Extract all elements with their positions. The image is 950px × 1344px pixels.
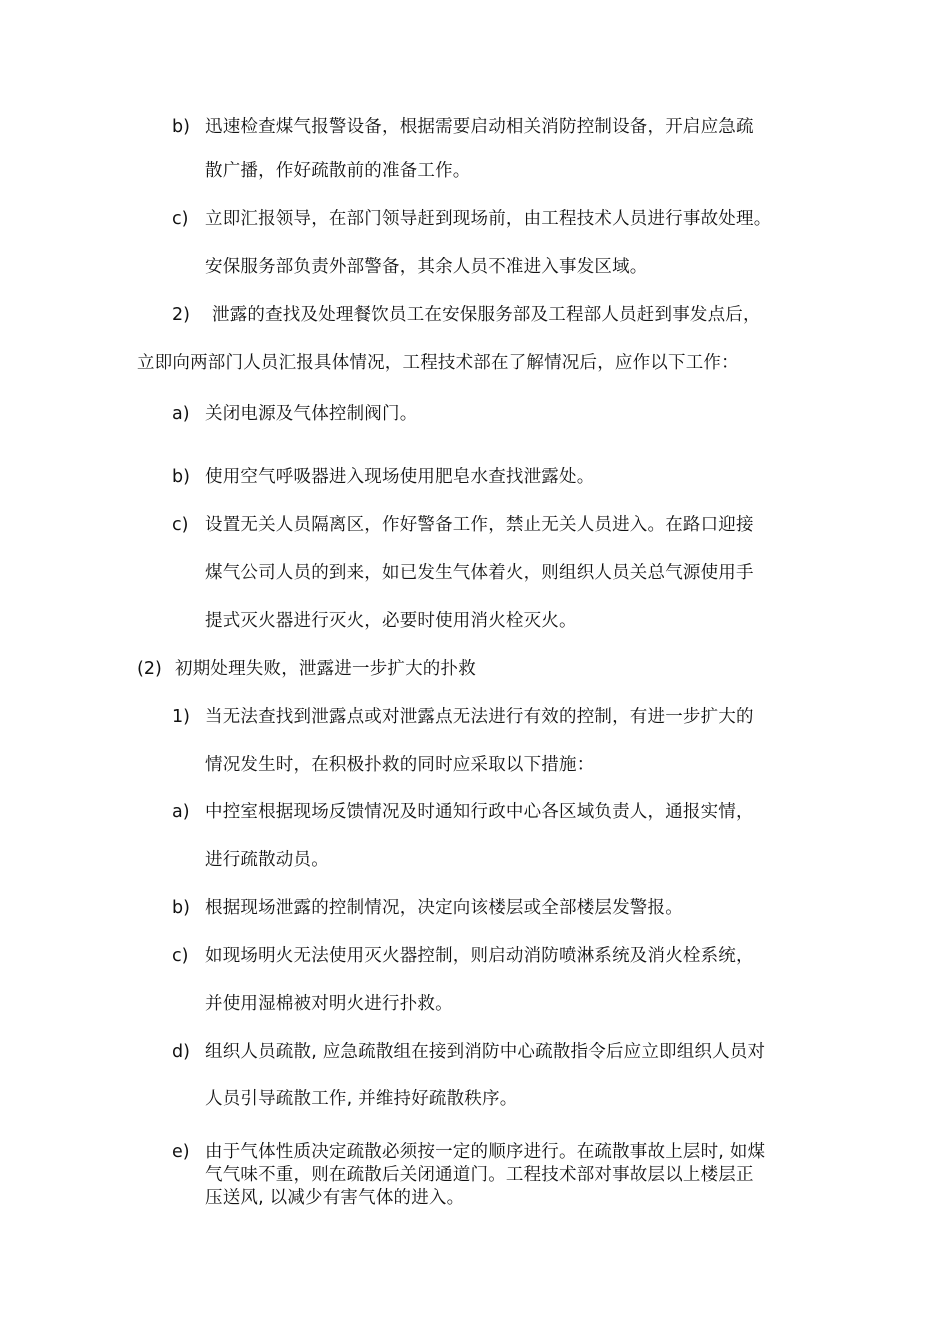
list-marker: b) bbox=[172, 117, 190, 137]
paragraph-line: 并使用湿棉被对明火进行扑救。 bbox=[205, 994, 453, 1014]
paragraph-line: 如现场明火无法使用灭火器控制，则启动消防喷淋系统及消火栓系统， bbox=[205, 946, 754, 966]
paragraph-line: 煤气公司人员的到来，如已发生气体着火，则组织人员关总气源使用手 bbox=[205, 563, 754, 583]
paragraph-line: 关闭电源及气体控制阀门。 bbox=[205, 404, 418, 424]
paragraph-line: 当无法查找到泄露点或对泄露点无法进行有效的控制，有进一步扩大的 bbox=[205, 707, 754, 727]
paragraph-line: 根据现场泄露的控制情况，决定向该楼层或全部楼层发警报。 bbox=[205, 898, 683, 918]
paragraph-line: 气气味不重，则在疏散后关闭通道门。工程技术部对事故层以上楼层正 bbox=[205, 1165, 754, 1185]
paragraph-line: 进行疏散动员。 bbox=[205, 850, 329, 870]
paragraph-line: 设置无关人员隔离区，作好警备工作，禁止无关人员进入。在路口迎接 bbox=[205, 515, 754, 535]
paragraph-line: 安保服务部负责外部警备，其余人员不准进入事发区域。 bbox=[205, 257, 648, 277]
list-marker: a) bbox=[172, 404, 190, 424]
paragraph-line: 泄露的查找及处理餐饮员工在安保服务部及工程部人员赶到事发点后， bbox=[212, 305, 761, 325]
paragraph-line: 由于气体性质决定疏散必须按一定的顺序进行。在疏散事故上层时, 如煤 bbox=[205, 1142, 766, 1162]
paragraph-line: 迅速检查煤气报警设备，根据需要启动相关消防控制设备，开启应急疏 bbox=[205, 117, 754, 137]
paragraph-line: 组织人员疏散, 应急疏散组在接到消防中心疏散指令后应立即组织人员对 bbox=[205, 1042, 766, 1062]
list-marker: e) bbox=[172, 1142, 190, 1162]
list-marker: d) bbox=[172, 1042, 190, 1062]
list-marker: b) bbox=[172, 898, 190, 918]
list-marker: b) bbox=[172, 467, 190, 487]
paragraph-line: 立即向两部门人员汇报具体情况，工程技术部在了解情况后，应作以下工作： bbox=[137, 353, 739, 373]
list-marker: c) bbox=[172, 946, 189, 966]
list-marker: 1) bbox=[172, 707, 190, 727]
paragraph-line: 提式灭火器进行灭火，必要时使用消火栓灭火。 bbox=[205, 611, 577, 631]
paragraph-line: 散广播，作好疏散前的准备工作。 bbox=[205, 161, 471, 181]
list-marker: 2) bbox=[172, 305, 190, 325]
paragraph-line: 立即汇报领导，在部门领导赶到现场前，由工程技术人员进行事故处理。 bbox=[205, 209, 772, 229]
section-marker: (2) bbox=[137, 659, 162, 679]
paragraph-line: 使用空气呼吸器进入现场使用肥皂水查找泄露处。 bbox=[205, 467, 595, 487]
paragraph-line: 人员引导疏散工作, 并维持好疏散秩序。 bbox=[205, 1089, 518, 1109]
list-marker: a) bbox=[172, 802, 190, 822]
list-marker: c) bbox=[172, 515, 189, 535]
paragraph-line: 压送风, 以减少有害气体的进入。 bbox=[205, 1188, 465, 1208]
list-marker: c) bbox=[172, 209, 189, 229]
paragraph-line: 情况发生时，在积极扑救的同时应采取以下措施： bbox=[205, 755, 595, 775]
paragraph-line: 中控室根据现场反馈情况及时通知行政中心各区域负责人，通报实情， bbox=[205, 802, 754, 822]
section-heading: 初期处理失败，泄露进一步扩大的扑救 bbox=[175, 659, 476, 679]
